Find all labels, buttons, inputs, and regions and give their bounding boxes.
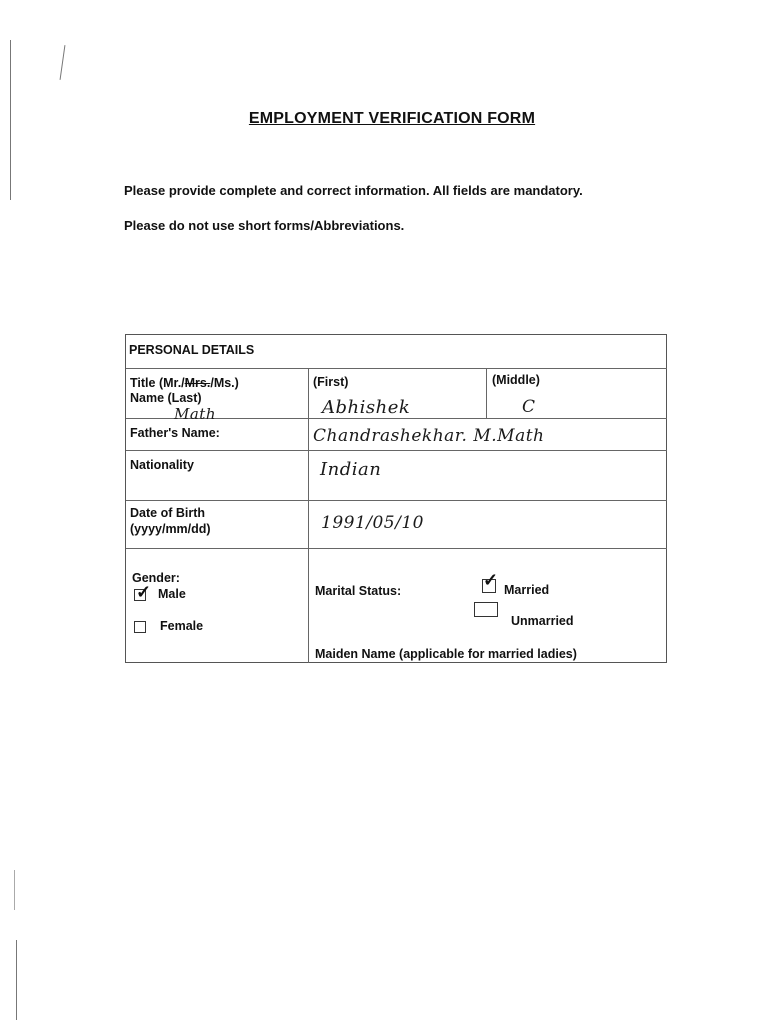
instruction-no-abbreviations: Please do not use short forms/Abbreviations.: [124, 218, 405, 233]
instruction-mandatory: Please provide complete and correct information. All fields are mandatory.: [124, 183, 583, 198]
first-name-label: (First): [313, 375, 349, 389]
middle-name-value[interactable]: C: [522, 397, 536, 417]
unmarried-checkbox[interactable]: [474, 602, 498, 617]
dob-label: Date of Birth: [130, 506, 205, 520]
dob-value[interactable]: 1991/05/10: [321, 513, 424, 533]
dob-format-hint: (yyyy/mm/dd): [130, 522, 211, 536]
check-mark-icon: ✓: [483, 570, 499, 590]
maiden-name-label: Maiden Name (applicable for married ladies): [315, 647, 577, 661]
nationality-value[interactable]: Indian: [320, 459, 382, 480]
fathers-name-label: Father's Name:: [130, 426, 220, 440]
first-name-value[interactable]: Abhishek: [322, 397, 411, 418]
married-label: Married: [504, 583, 550, 597]
fathers-name-value[interactable]: Chandrashekhar. M.Math: [313, 426, 545, 446]
scan-edge-mark: [60, 45, 66, 80]
gender-female-label: Female: [160, 619, 204, 633]
middle-name-label: (Middle): [492, 373, 540, 387]
row-divider: [126, 548, 667, 549]
last-name-label: Name (Last): [130, 391, 202, 405]
gender-male-label: Male: [158, 587, 186, 601]
row-divider: [126, 368, 667, 369]
title-option-struck: Mrs.: [184, 376, 211, 390]
personal-details-table: [125, 334, 667, 663]
unmarried-label: Unmarried: [511, 614, 574, 628]
title-label: Title (Mr./Mrs./Ms.): [130, 376, 239, 390]
check-mark-icon: ✓: [136, 582, 152, 602]
row-divider: [126, 450, 667, 451]
nationality-label: Nationality: [130, 458, 194, 472]
gender-label: Gender:: [132, 571, 180, 585]
marital-status-label: Marital Status:: [315, 584, 402, 598]
scan-edge-mark: [14, 870, 15, 910]
scan-edge-mark: [16, 940, 17, 1020]
form-title: EMPLOYMENT VERIFICATION FORM: [248, 110, 536, 127]
last-name-value[interactable]: Math: [174, 405, 216, 423]
column-divider: [308, 368, 309, 663]
gender-female-checkbox[interactable]: [134, 621, 146, 633]
column-divider: [486, 368, 487, 418]
section-heading: PERSONAL DETAILS: [129, 343, 255, 357]
row-divider: [126, 500, 667, 501]
